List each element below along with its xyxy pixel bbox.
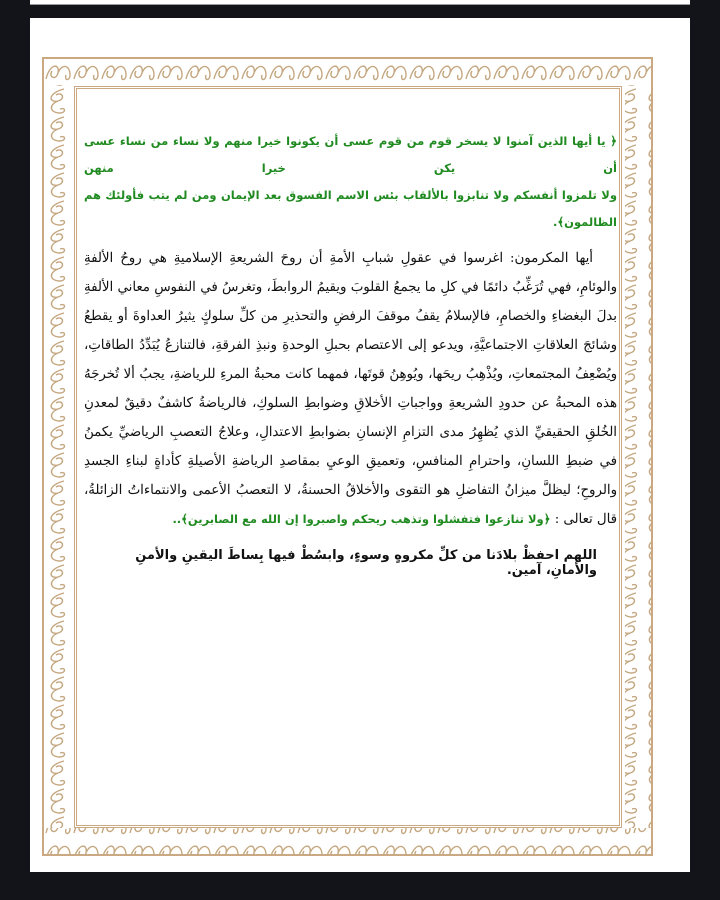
- body-paragraph: [84, 244, 617, 534]
- document-content: [84, 128, 617, 578]
- body-paragraph-text: أيها المكرمون: اغرسوا في عقولِ شبابِ الأمةِ أن روحَ الشريعةِ الإسلاميةِ هي روحُ الألفةِ والوئامِ، فهي تُرَغِّبُ دائمًا في كلِ ما يجمعُ القلوبَ ويقيمُ الروابطَ، وتغرسُ في النفوسِ معاني الألفةِ بدلَ البغضاءِ والخصامِ، فالإسلامُ يقفُ موقفَ الرفضِ والتحذيرِ من كلِّ سلوكٍ يثيرُ العداوةَ أو يقطعُ وشائجَ العلاقاتِ الاجتماعيَّةِ، ويدعو إلى الاعتصام بحبلِ الوحدةِ ونبذِ الفرقةِ، فالتنازعُ يُبَدِّدُ الطاقاتِ، ويُضْعِفُ المجتمعاتِ، ويُذْهِبُ ريحَها، ويُوهِنُ قوتَها، فمهما كانت محبةُ المرءِ للرياضةِ، يجبُ ألا تُخرجَهُ هذه المحبةُ عن حدودِ الشريعةِ وواجباتِ الأخلاقِ وضوابطِ السلوكِ، فالرياضةُ كاشفٌ دقيقٌ لمعدنِ الخُلقِ الحقيقيِّ الذي يُظهِرُ مدى التزامِ الإنسانِ بضوابطِ الاعتدالِ، وعلاجُ التعصبِ الرياضيِّ يكمنُ في ضبطِ اللسانِ، واحترامِ المنافسِ، وتعميقِ الوعيِ بمقاصدِ الرياضةِ الأصيلةِ كأداةٍ لبناءِ الجسدِ والروحِ؛ ليظلَّ ميزانُ التفاضلِ هو التقوى والأخلاقُ الحسنةُ، لا التعصبُ الأعمى والانتماءاتُ الزائلةُ، قال تعالى :: [84, 251, 617, 527]
- quran-verse-inline: ﴿ولا تنازعوا فتفشلوا وتذهب ريحكم واصبروا إن الله مع الصابرين﴾..: [172, 512, 551, 526]
- quran-verse-line-2: ولا تلمزوا أنفسكم ولا تنابزوا بالألقاب بئس الاسم الفسوق بعد الإيمان ومن لم يتب فأولئك هم الظالمون﴾.: [84, 188, 617, 229]
- quran-verse-line-1: ﴿ يا أيها الذين آمنوا لا يسخر قوم من قوم عسى أن يكونوا خيرا منهم ولا نساء من نساء عسى أن يكن خيرا منهن: [84, 134, 617, 175]
- document-page: [30, 18, 690, 872]
- previous-page-edge: [30, 0, 690, 5]
- closing-prayer: اللهم احفظْ بلادَنا من كلِّ مكروهٍ وسوءٍ، وابسُطْ فيها بِساطَ اليقينِ والأمنِ والأمانِ، آمين.: [135, 548, 597, 578]
